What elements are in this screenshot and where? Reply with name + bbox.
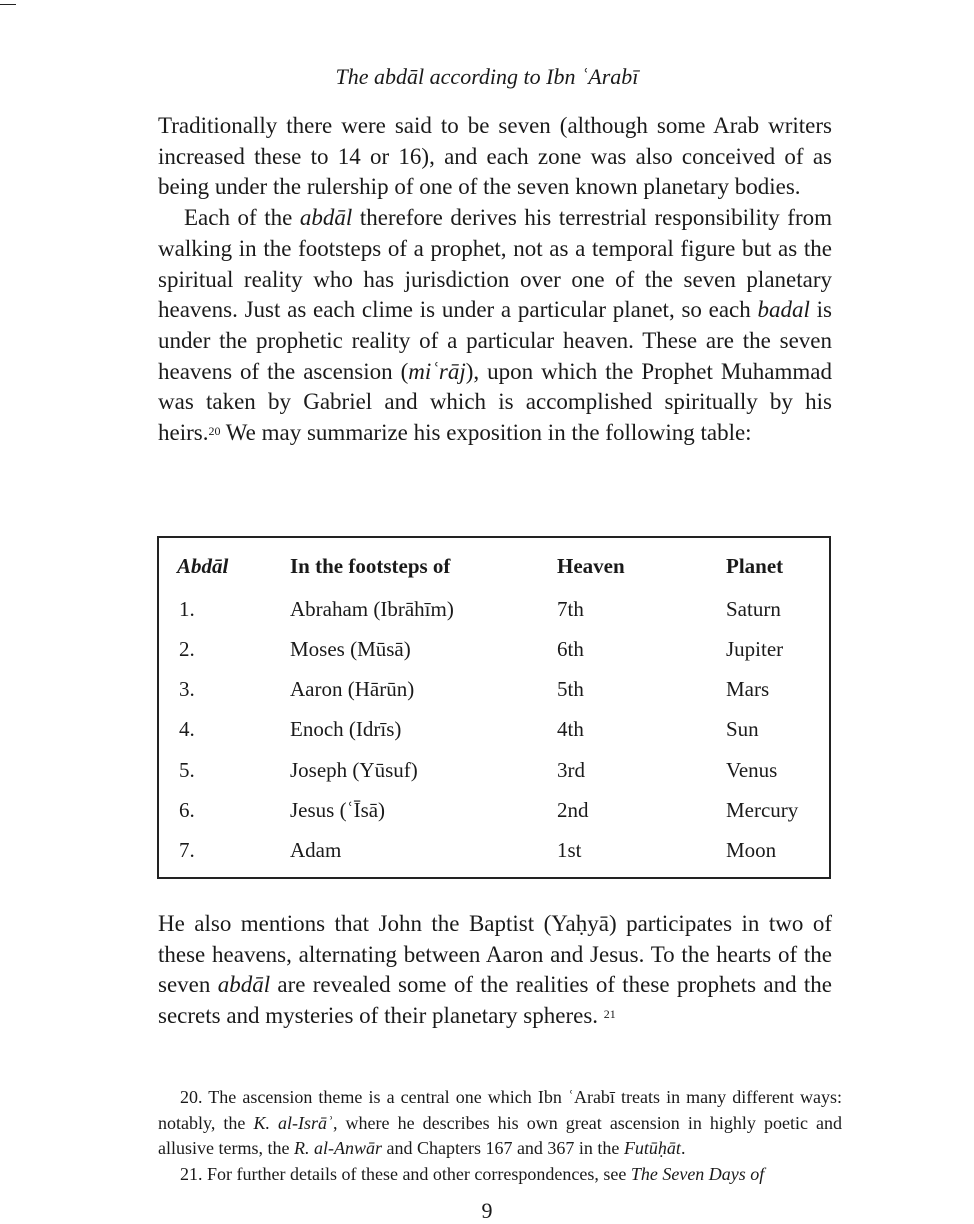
- table-cell-number: 4.: [179, 717, 195, 741]
- footnotes: [158, 1085, 842, 1187]
- table-cell-planet: Sun: [726, 717, 759, 741]
- term-abdal: abdāl: [299, 205, 353, 231]
- table-cell-prophet: Aaron (Hārūn): [290, 677, 415, 701]
- table-cell-prophet: Jesus (ʿĪsā): [290, 798, 386, 822]
- table-cell-heaven: 5th: [557, 677, 584, 701]
- paragraph-3: He also mentions that John the Baptist (Yaḥyā) participates in two of these heavens, alternating between Aaron and Jesus. To the hearts of the seven abdāl are revealed some of the realities of these prophets and the secrets and mysteries of their planetary spheres. $^{21}$: [158, 911, 832, 1029]
- table-header-footsteps: In the footsteps of: [290, 554, 451, 578]
- table-cell-prophet: Adam: [290, 838, 342, 862]
- table-cell-heaven: 3rd: [557, 758, 585, 782]
- table-cell-prophet: Abraham (Ibrāhīm): [290, 597, 454, 621]
- table-cell-number: 2.: [179, 637, 195, 661]
- table-cell-heaven: 6th: [557, 637, 584, 661]
- term-miraj: miʿrāj: [408, 358, 466, 384]
- table-cell-prophet: Joseph (Yūsuf): [290, 758, 418, 782]
- table-cell-heaven: 7th: [557, 597, 584, 621]
- table-cell-planet: Mercury: [726, 798, 799, 822]
- table-cell-heaven: 1st: [557, 838, 582, 862]
- table-cell-number: 5.: [179, 758, 195, 782]
- table-cell-heaven: 4th: [557, 717, 584, 741]
- table-cell-number: 3.: [179, 677, 195, 701]
- table-header-abdal: Abdāl: [177, 554, 229, 578]
- table-header-heaven: Heaven: [557, 554, 625, 578]
- table-cell-planet: Venus: [726, 758, 778, 782]
- footnote-21: 21. For further details of these and other correspondences, see The Seven Days of: [180, 1163, 765, 1184]
- table-cell-planet: Moon: [726, 838, 777, 862]
- footnote-ref-20[interactable]: 20: [208, 424, 221, 439]
- abdal-table: [157, 536, 831, 879]
- footnote-ref-21[interactable]: 21: [603, 1007, 616, 1022]
- table-cell-prophet: Enoch (Idrīs): [290, 717, 402, 741]
- table-cell-planet: Saturn: [726, 597, 781, 621]
- body-text-upper: [158, 111, 832, 449]
- running-head: The abdāl according to Ibn ʿArabī: [335, 64, 639, 89]
- page-number: 9: [481, 1198, 493, 1223]
- table-cell-planet: Jupiter: [726, 637, 784, 661]
- term-badal: badal: [757, 297, 810, 323]
- table-cell-number: 6.: [179, 798, 195, 822]
- term-abdal: abdāl: [217, 972, 271, 998]
- crop-mark: [0, 4, 16, 5]
- table-cell-planet: Mars: [726, 677, 770, 701]
- paragraph-1: Traditionally there were said to be seven (although some Arab writers increased these to 14 or 16), and each zone was also conceived of as being under the rulership of one of the seven known planetary bodies.: [158, 113, 832, 200]
- table-cell-heaven: 2nd: [557, 798, 589, 822]
- table-cell-prophet: Moses (Mūsā): [290, 637, 411, 661]
- table-cell-number: 1.: [179, 597, 195, 621]
- table-cell-number: 7.: [179, 838, 195, 862]
- paragraph-2: Each of the abdāl therefore derives his terrestrial responsibility from walking in the footsteps of a prophet, not as a temporal figure but as the spiritual reality who has jurisdiction over one of the seven planetary heavens. Just as each clime is under a particular planet, so each badal is under the prophetic reality of a particular heaven. These are the seven heavens of the ascension (miʿrāj), upon which the Prophet Muhammad was taken by Gabriel and which is accomplished spiritually by his heirs.$^{20}$ We may summarize his exposition in the following table:: [158, 205, 832, 446]
- body-text-lower: [158, 909, 832, 1032]
- table-header-planet: Planet: [726, 554, 784, 578]
- footnote-20: 20. The ascension theme is a central one which Ibn ʿArabī treats in many different ways: notably, the K. al-Isrāʾ, where he describes his own great ascension in highly poetic and allusive terms, the R. al-Anwār and Chapters 167 and 367 in the Futūḥāt.: [158, 1087, 843, 1158]
